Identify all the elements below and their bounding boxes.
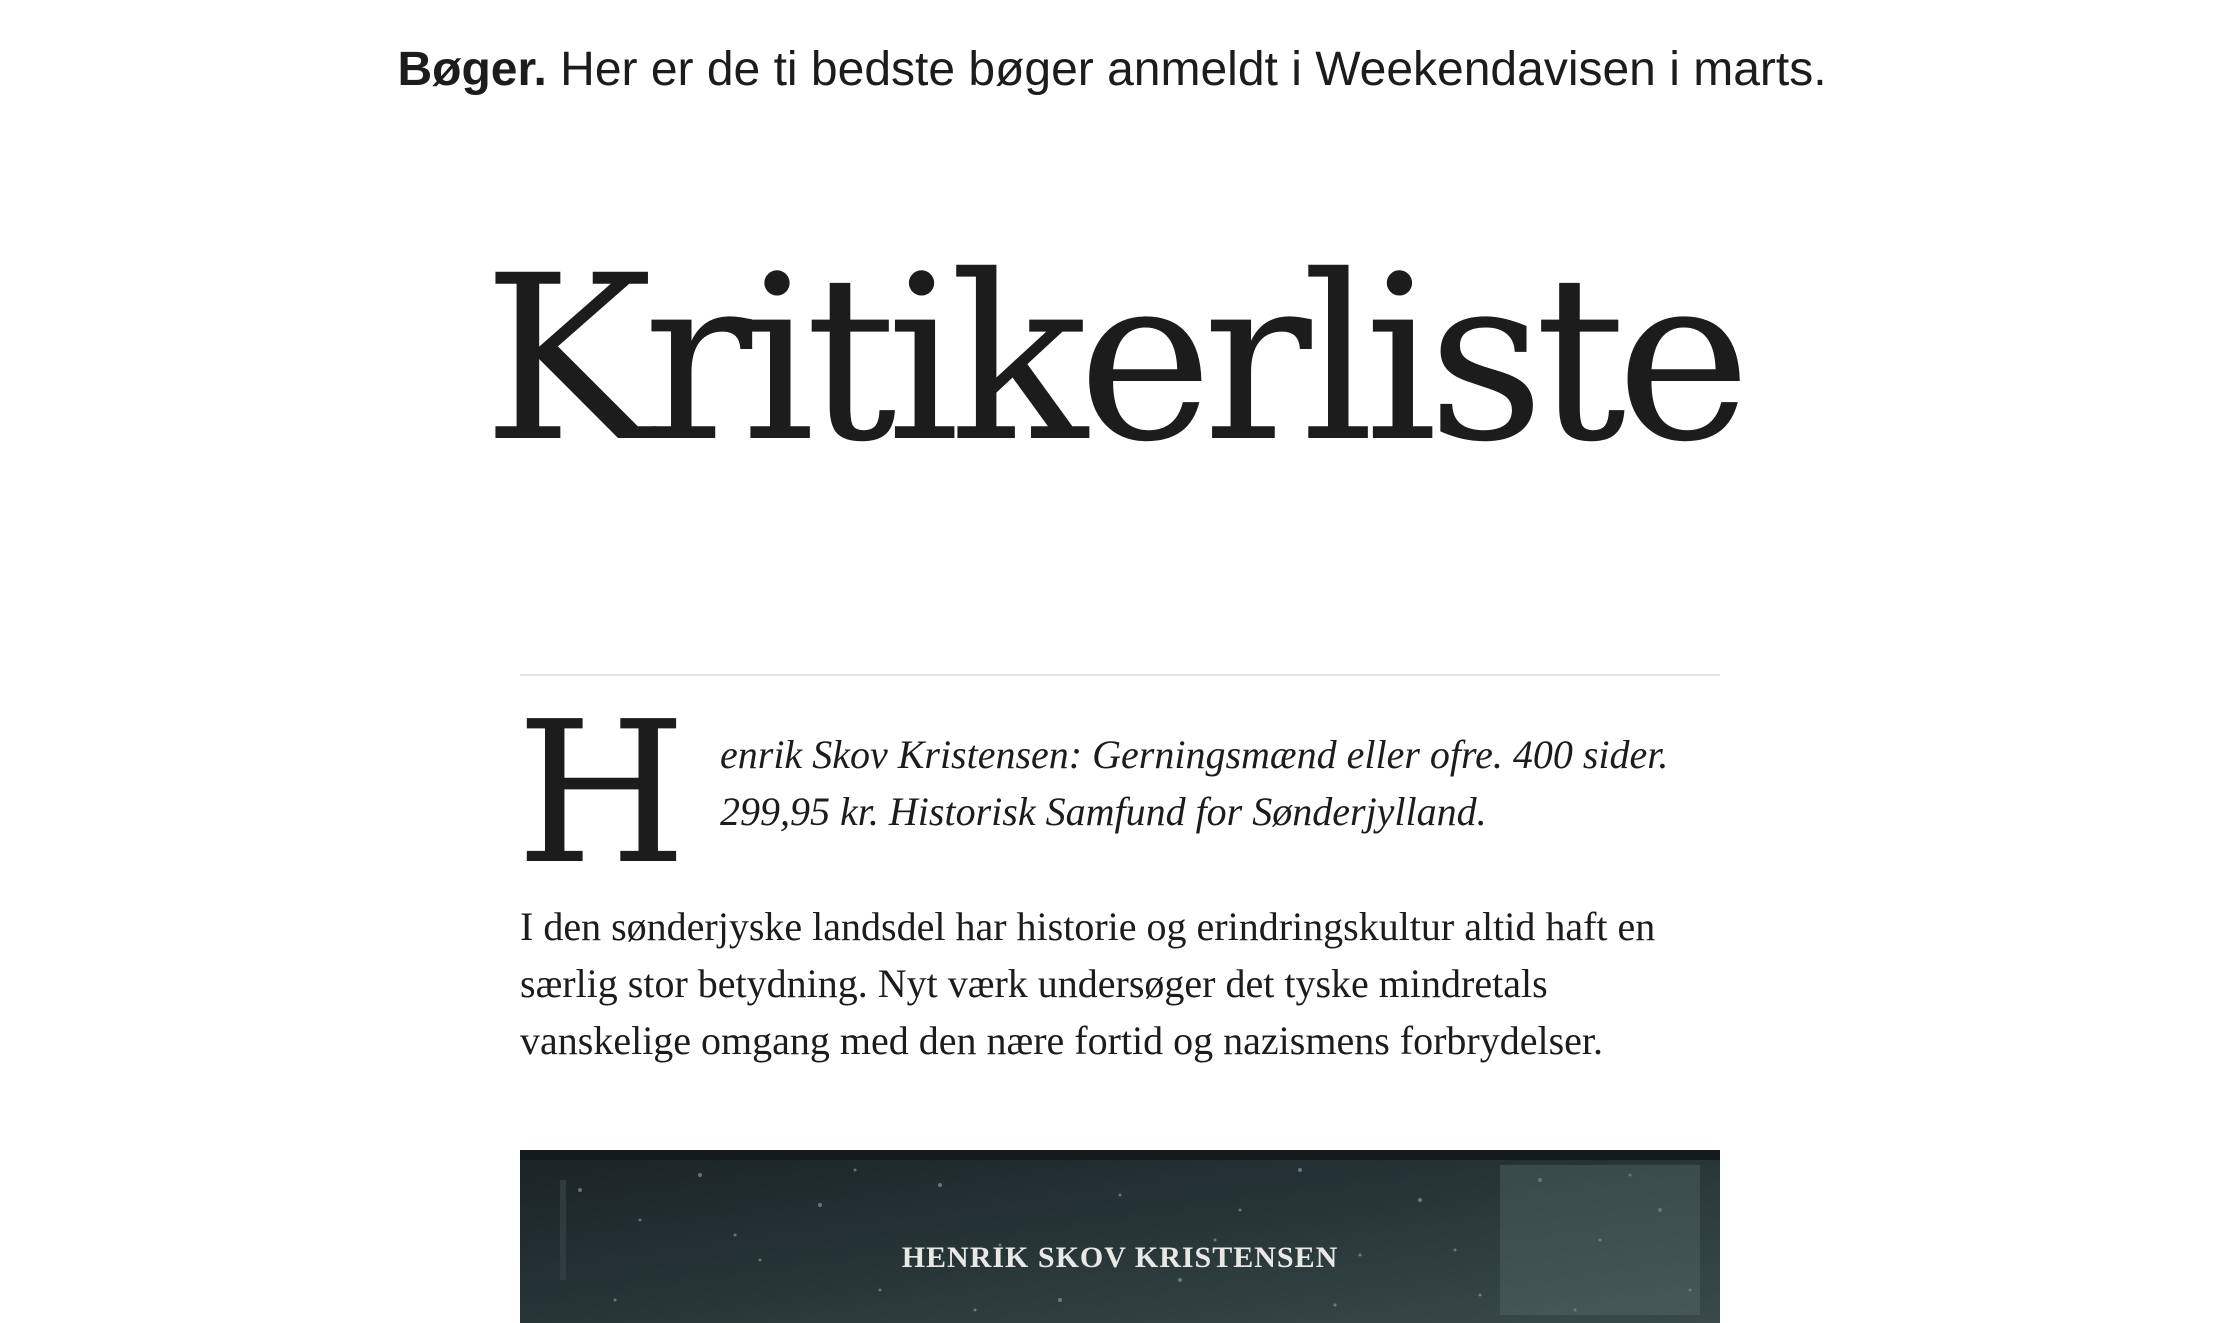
cover-author-name: HENRIK SKOV KRISTENSEN xyxy=(901,1241,1339,1274)
drop-cap: H xyxy=(516,680,687,908)
book-description: I den sønderjyske landsdel har historie og erindringskultur altid haft en særlig stor betydning. Nyt værk undersøger det tyske mindretals vanskelige omgang med den nære fortid og nazismens forbrydelser. xyxy=(520,904,1656,1063)
article-kicker xyxy=(0,38,2224,102)
page-title: Kritikerliste xyxy=(482,226,1742,492)
section-label: Bøger. xyxy=(397,43,547,96)
cover-texture xyxy=(520,1150,1720,1323)
kicker-text: Her er de ti bedste bøger anmeldt i Weekendavisen i marts. xyxy=(546,43,1827,96)
book-cover-image xyxy=(520,1150,1720,1323)
section-divider xyxy=(520,674,1720,676)
book-info: enrik Skov Kristensen: Gerningsmænd eller ofre. 400 sider. 299,95 kr. Historisk Samfund for Sønderjylland. xyxy=(720,732,1669,834)
